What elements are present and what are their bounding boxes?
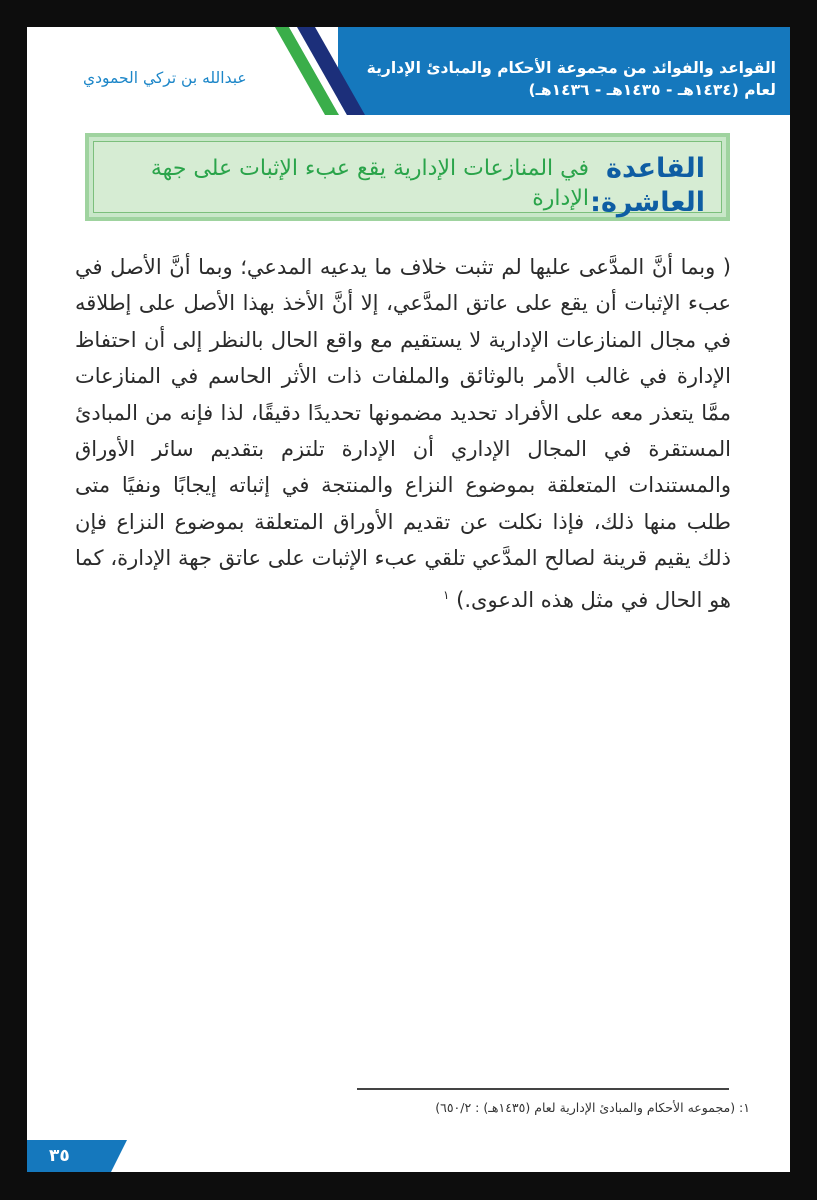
body-paragraph [75, 249, 731, 618]
header-stripes-decoration [275, 27, 365, 115]
page-number: ٣٥ [49, 1146, 70, 1166]
rule-heading-box [85, 133, 730, 221]
document-page [27, 27, 790, 1172]
book-title-line1: القواعد والفوائد من مجموعة الأحكام والمبادئ الإدارية [366, 59, 776, 77]
page-tab-shape [27, 1140, 127, 1172]
header-band [338, 27, 790, 115]
body-text: ( وبما أنَّ المدَّعى عليها لم تثبت خلاف ما يدعيه المدعي؛ وبما أنَّ الأصل في عبء الإثبات أن يقع على عاتق المدَّعي، إلا أنَّ الأخذ بهذا الأصل على إطلاقه في مجال المنازعات الإدارية لا يستقيم مع واقع الحال بالنظر إلى أن احتفاظ الإدارة في غالب الأمر بالوثائق والملفات ذات الأثر الحاسم في المنازعات ممَّا يتعذر معه على الأفراد تحديد مضمونها تحديدًا دقيقًا، لذا فإنه من المبادئ المستقرة في المجال الإداري أن الإدارة تلتزم بتقديم سائر الأوراق والمستندات المتعلقة بموضوع النزاع والمنتجة في إثباته إيجابًا ونفيًا متى طلب منها ذلك، فإذا نكلت عن تقديم الأوراق المتعلقة بموضوع النزاع فإن ذلك يقيم قرينة لصالح المدَّعي تلقي عبء الإثبات على عاتق جهة الإدارة، كما هو الحال في مثل هذه الدعوى.) [75, 255, 731, 612]
author-name: عبدالله بن تركي الحمودي [83, 69, 247, 87]
footnote-marker: ١ [443, 587, 450, 602]
page-number-tab [27, 1140, 127, 1172]
rule-number-label: القاعدة العاشرة: [590, 153, 705, 218]
footnote-divider [357, 1088, 729, 1090]
rule-heading-inner [93, 141, 722, 218]
footnote-text: ١: (مجموعه الأحكام والمبادئ الإدارية لعام (١٤٣٥هـ) : ٦٥٠/٢) [435, 1100, 750, 1115]
book-title-line2: لعام (١٤٣٤هـ - ١٤٣٥هـ - ١٤٣٦هـ) [528, 81, 776, 99]
rule-statement: في المنازعات الإدارية يقع عبء الإثبات على جهة الإدارة [150, 156, 589, 211]
